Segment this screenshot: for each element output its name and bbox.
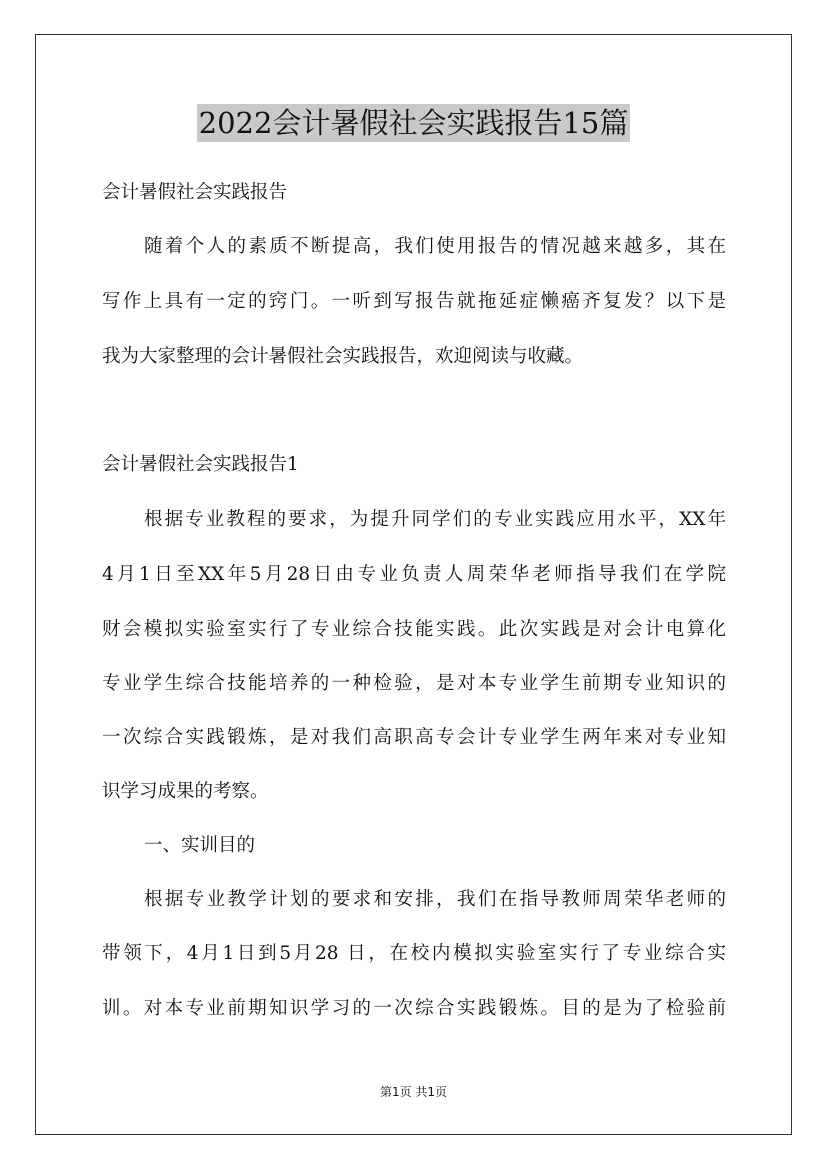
para2-line: 根据专业教学计划的要求和安排，我们在指导教师周荣华老师的	[144, 889, 726, 910]
para1-line: 专业学生综合技能培养的一种检验，是对本专业学生前期专业知识的	[102, 673, 726, 694]
subtitle: 会计暑假社会实践报告	[102, 182, 288, 203]
intro-line: 我为大家整理的会计暑假社会实践报告，欢迎阅读与收藏。	[102, 346, 584, 367]
para2-line: 训。对本专业前期知识学习的一次综合实践锻炼。目的是为了检验前	[102, 998, 726, 1019]
para2-line: 带领下，4月1日到5月28 日，在校内模拟实验室实行了专业综合实	[102, 943, 726, 964]
page-footer: 第1页 共1页	[379, 1085, 448, 1099]
para1-line: 财会模拟实验室实行了专业综合技能实践。此次实践是对会计电算化	[102, 619, 726, 640]
intro-line: 随着个人的素质不断提高，我们使用报告的情况越来越多，其在	[144, 236, 726, 257]
para1-line: 一次综合实践锻炼，是对我们高职高专会计专业学生两年来对专业知	[102, 727, 726, 748]
section-title: 会计暑假社会实践报告1	[102, 454, 299, 475]
heading-purpose: 一、实训目的	[144, 835, 256, 856]
intro-line: 写作上具有一定的窍门。一听到写报告就拖延症懒癌齐复发？以下是	[102, 291, 726, 312]
para1-line: 4月1日至XX年5月28日由专业负责人周荣华老师指导我们在学院	[102, 564, 726, 585]
document-title: 2022会计暑假社会实践报告15篇	[198, 106, 629, 140]
para1-line: 根据专业教程的要求，为提升同学们的专业实践应用水平，XX年	[144, 509, 726, 530]
document-title-wrapper	[0, 104, 827, 142]
para1-line: 识学习成果的考察。	[102, 781, 269, 802]
